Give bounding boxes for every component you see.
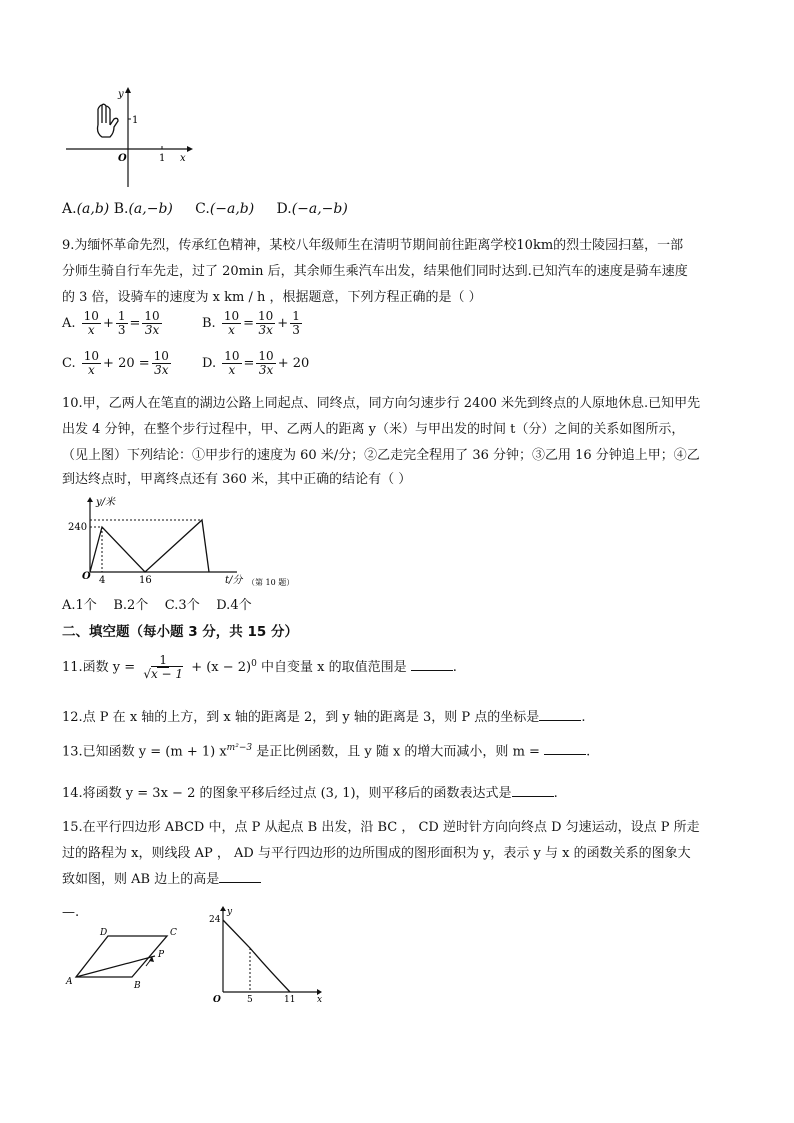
label-d: D (100, 928, 108, 938)
q10-graph-line (90, 520, 209, 572)
origin-label: O (118, 153, 127, 164)
q15-parallelogram-figure (62, 922, 192, 992)
q15-graph-x-tick-11: 11 (284, 995, 296, 1002)
q8-option-d[interactable]: D.(−a,−b) (276, 201, 348, 217)
q15-line-2: 过的路程为 x，则线段 AP ， AD 与平行四边形的边所围成的图形面积为 y，表示 y 与 x 的函数关系的图象大 (62, 846, 691, 861)
q10-line-2: 出发 4 分钟，在整个步行过程中，甲、乙两人的距离 y（米）与甲出发的时间 t（分）之间的关系如图所示， (62, 422, 685, 437)
q15-line-3: 致如图，则 AB 边上的高是 (62, 870, 261, 890)
q10-line-4: 到达终点时，甲离终点还有 360 米，其中正确的结论有（ ） (62, 472, 412, 487)
q9-line-1: 9.为缅怀革命先烈，传承红色精神，某校八年级师生在清明节期间前往距离学校10km的烈士陵园扫墓，一部 (62, 238, 684, 253)
segment-ap (76, 956, 155, 977)
q9-line-2: 分师生骑自行车先走，过了 20min 后，其余师生乘汽车出发，结果他们同时达到.已知汽车的速度是骑车速度 (62, 264, 688, 279)
q9-line-3: 的 3 倍，设骑车的速度为 x km / h ，根据题意，下列方程正确的是（ ） (62, 290, 482, 305)
q9-option-b[interactable]: B. $\frac{10}{x}$ = $\frac{10}{3x}$ + $\frac{1}{3}$ (202, 309, 300, 338)
q9-option-d[interactable]: D. $\frac{10}{x}$ = $\frac{10}{3x}$ + 20 (202, 349, 310, 378)
q14-answer-blank[interactable] (512, 784, 554, 797)
q10-figure (62, 495, 312, 590)
q15-graph-x-tick-5: 5 (247, 995, 253, 1002)
label-p: P (158, 950, 165, 960)
q10-line-1: 10.甲，乙两人在笔直的湖边公路上同起点、同终点，同方向匀速步行 2400 米先到终点的人原地休息.已知甲先 (62, 396, 701, 411)
q15-graph-x-label: x (317, 995, 323, 1002)
q14: 14.将函数 y = 3x − 2 的图象平移后经过点 (3, 1)，则平移后的函数表达式是 . (62, 786, 558, 801)
q11: 11.函数 y = $\frac{1}{√x - 1}$ + $(x - 2)^0$ 中自变量 x 的取值范围是 . (62, 653, 457, 682)
q15-graph-curve (223, 920, 290, 992)
q9-option-a[interactable]: A. $\frac{10}{x}$ + $\frac{1}{3}$ = $\frac{10}{3x}$ (62, 309, 160, 338)
y-axis-label: y (118, 89, 124, 100)
label-c: C (170, 928, 177, 938)
q8-figure (62, 85, 197, 190)
q8-option-b[interactable]: B.(a,−b) (113, 201, 173, 217)
x-tick-label: 1 (159, 153, 166, 164)
q15-graph-origin: O (213, 995, 221, 1002)
q8-option-c[interactable]: C.(−a,b) (195, 201, 255, 217)
q11-answer-blank[interactable] (411, 658, 453, 671)
q13: 13.已知函数 y = (m + 1) $x^{m^2-3}$ 是正比例函数，且 y 随 x 的增大而减小，则 m = . (62, 743, 591, 760)
q10-y-label: y/米 (96, 497, 116, 508)
q15-graph-figure (205, 906, 330, 1002)
q10-caption: （第 10 题） (247, 578, 295, 587)
q10-options[interactable]: A.1个 B.2个 C.3个 D.4个 (62, 598, 252, 613)
q10-y-tick: 240 (68, 522, 88, 533)
hand-icon (98, 104, 119, 137)
y-tick-label: 1 (132, 115, 139, 126)
q10-x-tick-16: 16 (139, 575, 152, 586)
section-2-title: 二、填空题（每小题 3 分，共 15 分） (62, 624, 298, 640)
q9-option-c[interactable]: C. $\frac{10}{x}$ + 20 = $\frac{10}{3x}$ (62, 349, 169, 378)
q8-option-a[interactable]: A.(a,b) (62, 201, 110, 217)
q12: 12.点 P 在 x 轴的上方，到 x 轴的距离是 2，到 y 轴的距离是 3，则 P 点的坐标是 . (62, 710, 586, 725)
q15-graph-y-label: y (227, 907, 233, 917)
y-axis-arrow (125, 87, 131, 93)
q12-answer-blank[interactable] (539, 708, 581, 721)
q8-options (62, 199, 348, 221)
q15-graph-y-tick: 24 (209, 915, 221, 925)
q10-x-label: t/分 (225, 575, 243, 586)
q15-line-1: 15.在平行四边形 ABCD 中，点 P 从起点 B 出发，沿 BC ， CD 逆时针方向向终点 D 匀速运动，设点 P 所走 (62, 820, 700, 835)
x-axis-arrow (187, 146, 193, 152)
x-axis-label: x (180, 153, 186, 164)
q15-answer-blank[interactable] (219, 870, 261, 883)
q10-x-tick-4: 4 (99, 575, 106, 586)
q13-answer-blank[interactable] (544, 742, 586, 755)
label-b: B (134, 981, 141, 991)
q15-tail: —. (62, 905, 80, 920)
q10-origin: O (82, 571, 91, 582)
label-a: A (66, 977, 73, 987)
q10-line-3: （见上图）下列结论：①甲步行的速度为 60 米/分；②乙走完全程用了 36 分钟；③乙用 16 分钟追上甲；④乙 (62, 448, 700, 463)
